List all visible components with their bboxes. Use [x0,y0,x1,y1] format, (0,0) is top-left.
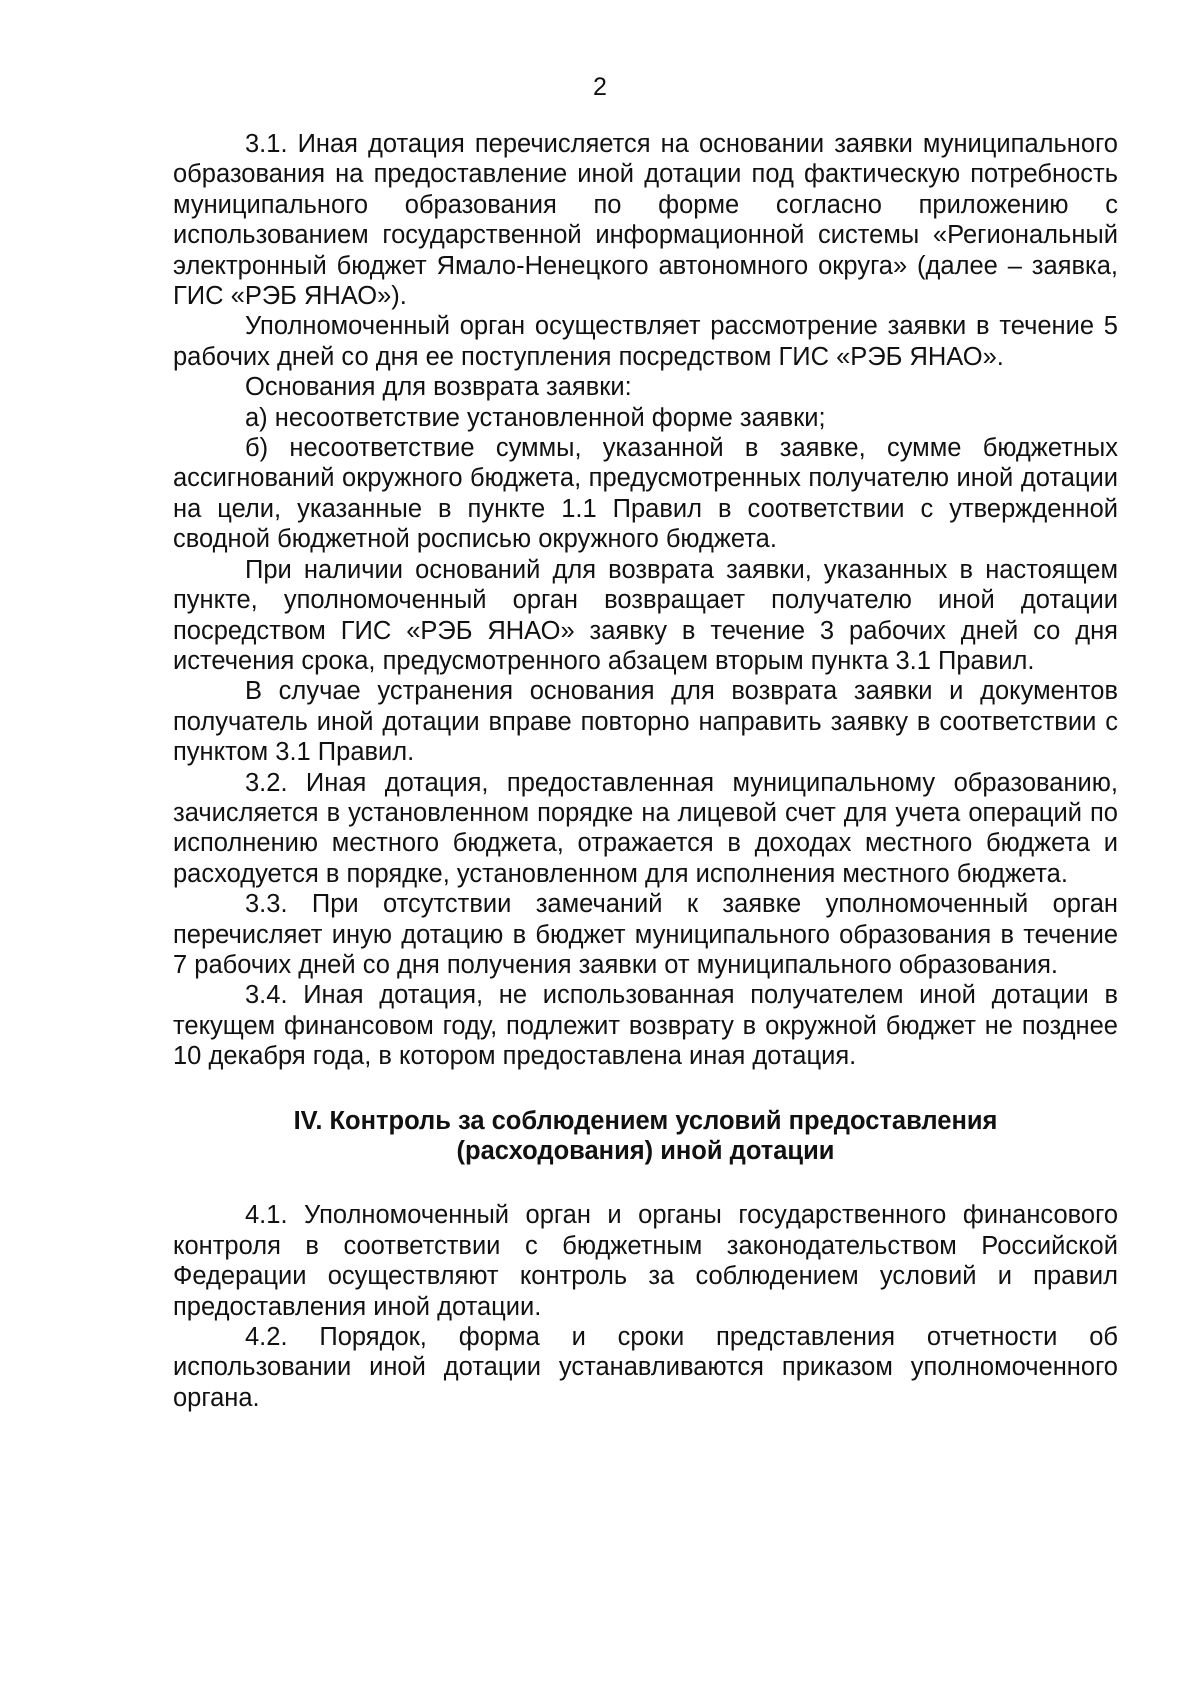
paragraph-3-2: 3.2. Иная дотация, предоставленная муниципальному образованию, зачисляется в установленном порядке на лицевой счет для учета операций по исполнению местного бюджета, отражается в доходах местного бюджета и расходуется в порядке, установленном для исполнения местного бюджета. [173,768,1118,888]
paragraph-3-3: 3.3. При отсутствии замечаний к заявке уполномоченный орган перечисляет иную дотацию в бюджет муниципального образования в течение 7 рабочих дней со дня получения заявки от муниципального образования. [173,890,1118,979]
paragraph-review-term: Уполномоченный орган осуществляет рассмотрение заявки в течение 5 рабочих дней со дня ее поступления посредством ГИС «РЭБ ЯНАО». [173,312,1118,371]
paragraph-ground-a: а) несоответствие установленной форме заявки; [245,403,826,432]
section-heading-iv [173,1106,1118,1167]
paragraph-ground-b: б) несоответствие суммы, указанной в заявке, сумме бюджетных ассигнований окружного бюджета, предусмотренных получателю иной дотации на цели, указанные в пункте 1.1 Правил в соответствии с утвержденной сводной бюджетной росписью окружного бюджета. [173,434,1118,554]
paragraph-4-1: 4.1. Уполномоченный орган и органы государственного финансового контроля в соответствии с бюджетным законодательством Российской Федерации осуществляют контроль за соблюдением условий и правил предоставления иной дотации. [173,1201,1118,1321]
paragraph-return-procedure: При наличии оснований для возврата заявки, указанных в настоящем пункте, уполномоченный орган возвращает получателю иной дотации посредством ГИС «РЭБ ЯНАО» заявку в течение 3 рабочих дней со дня истечения срока, предусмотренного абзацем вторым пункта 3.1 Правил. [173,555,1118,675]
page-number: 2 [593,73,607,101]
paragraph-return-grounds: Основания для возврата заявки: [245,373,632,402]
paragraph-3-4: 3.4. Иная дотация, не использованная получателем иной дотации в текущем финансовом году, подлежит возврату в окружной бюджет не позднее 10 декабря года, в котором предоставлена иная дотация. [173,981,1118,1071]
paragraph-resubmission: В случае устранения основания для возврата заявки и документов получатель иной дотации вправе повторно направить заявку в соответствии с пунктом 3.1 Правил. [173,677,1118,767]
section-heading-line1: IV. Контроль за соблюдением условий предоставления [293,1106,998,1135]
section-heading-line2: (расходования) иной дотации [456,1137,835,1165]
document-body [173,129,1118,1413]
paragraph-3-1: 3.1. Иная дотация перечисляется на основании заявки муниципального образования на предоставление иной дотации под фактическую потребность муниципального образования по форме согласно приложению с использованием государственной информационной системы «Региональный электронный бюджет Ямало-Ненецкого автономного округа» (далее – заявка, ГИС «РЭБ ЯНАО»). [173,130,1118,311]
paragraph-4-2: 4.2. Порядок, форма и сроки представления отчетности об использовании иной дотации устанавливаются приказом уполномоченного органа. [173,1323,1118,1412]
